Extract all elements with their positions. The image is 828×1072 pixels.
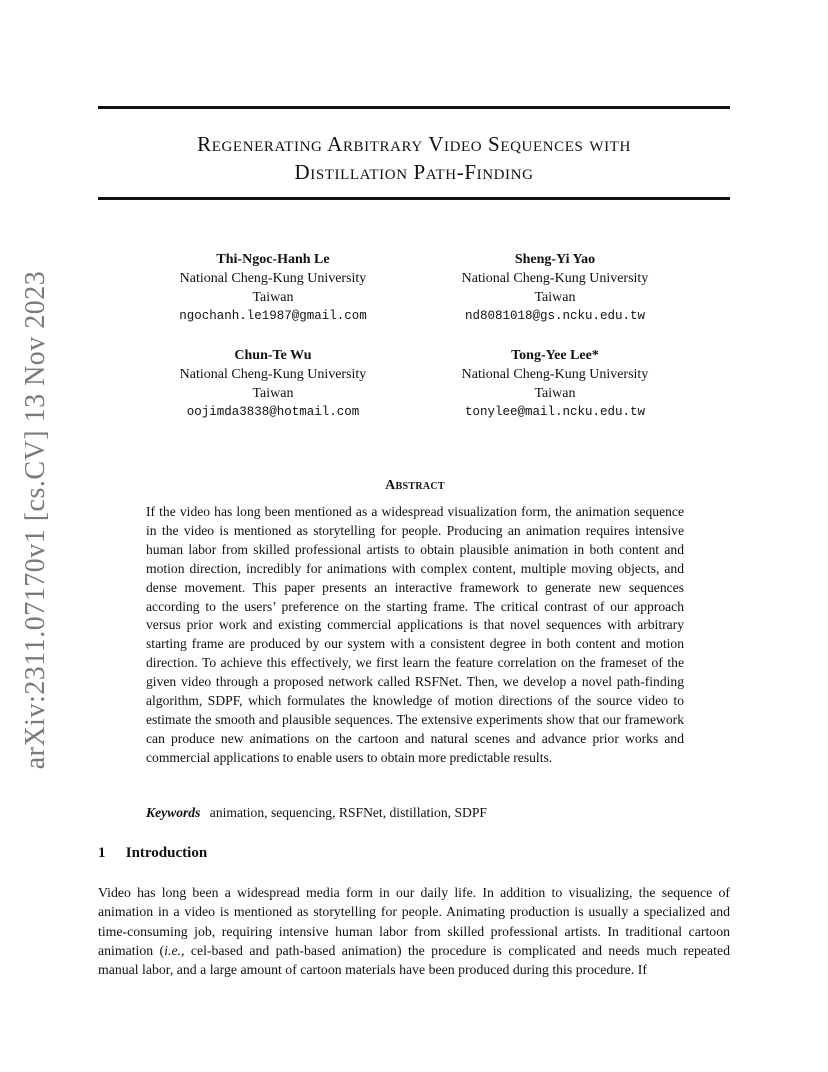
keywords-text: animation, sequencing, RSFNet, distillation, SDPF <box>209 805 487 820</box>
author-block <box>425 250 685 326</box>
author-email[interactable]: tonylee@mail.ncku.edu.tw <box>464 405 646 419</box>
author-affiliation: National Cheng-Kung University <box>179 271 367 286</box>
title-bottom-rule <box>98 197 730 200</box>
introduction-paragraph <box>98 883 730 979</box>
author-name: Chun-Te Wu <box>234 348 312 363</box>
abstract-body: If the video has long been mentioned as a widespread visualization form, the animation sequence in the video is mentioned as storytelling for people. Producing an animation requires intensive human labor from skilled professional artists to obtain plausible animation in both content and motion direction, incredibly for animations with complex content, multiple moving objects, and dense movement. This paper presents an interactive framework to generate new sequences according to the users’ preference on the starting frame. The critical contrast of our approach versus prior work and existing commercial applications is that novel sequences with arbitrary starting frame are produced by our system with a consistent degree in both content and motion direction. To achieve this effectively, we first learn the feature correlation on the frameset of the given video through a proposed network called RSFNet. Then, we develop a novel path-finding algorithm, SDPF, which formulates the knowledge of motion directions of the source video to estimate the smooth and plausible sequences. The extensive experiments show that our framework can produce new animations on the cartoon and natural scenes and advance prior works and commercial applications to enable users to obtain more predictable results. <box>146 504 684 765</box>
author-block <box>143 250 403 326</box>
paper-title-line-2: Distillation Path-Finding <box>294 160 534 184</box>
arxiv-side-stamp: arXiv:2311.07170v1 [cs.CV] 13 Nov 2023 <box>20 270 51 770</box>
keywords <box>146 803 684 822</box>
author-country: Taiwan <box>252 290 294 305</box>
author-name: Thi-Ngoc-Hanh Le <box>216 252 330 267</box>
author-block <box>425 346 685 422</box>
author-affiliation: National Cheng-Kung University <box>179 367 367 382</box>
section-title: Introduction <box>125 845 208 861</box>
author-email[interactable]: oojimda3838@hotmail.com <box>186 405 360 419</box>
author-name: Tong-Yee Lee* <box>511 348 599 363</box>
author-name: Sheng-Yi Yao <box>514 252 596 267</box>
paper-title <box>98 130 730 186</box>
paper-title-line-1: Regenerating Arbitrary Video Sequences with <box>197 132 631 156</box>
author-email[interactable]: nd8081018@gs.ncku.edu.tw <box>464 309 646 323</box>
intro-text-part-2: cel-based and path-based animation) the procedure is complicated and needs much repeated manual labor, and a large amount of cartoon materials have been produced during this procedure. If <box>98 942 730 978</box>
title-top-rule <box>98 106 730 109</box>
author-block <box>143 346 403 422</box>
keywords-label: Keywords <box>146 805 201 820</box>
author-country: Taiwan <box>534 290 576 305</box>
author-email[interactable]: ngochanh.le1987@gmail.com <box>179 309 367 323</box>
author-country: Taiwan <box>534 386 576 401</box>
section-heading-introduction <box>98 845 207 862</box>
abstract-heading: Abstract <box>385 478 445 493</box>
author-affiliation: National Cheng-Kung University <box>461 271 649 286</box>
author-country: Taiwan <box>252 386 294 401</box>
intro-text-part-1: Video has long been a widespread media form in our daily life. In addition to visualizing, the sequence of animation in a video is mentioned as storytelling for people. Animating production is usually a specialized and time-consuming job, requiring intensive human labor from skilled professional artists. In traditional cartoon animation ( <box>98 885 730 958</box>
author-affiliation: National Cheng-Kung University <box>461 367 649 382</box>
section-number: 1 <box>98 845 106 861</box>
intro-text-italic: i.e., <box>164 942 185 958</box>
